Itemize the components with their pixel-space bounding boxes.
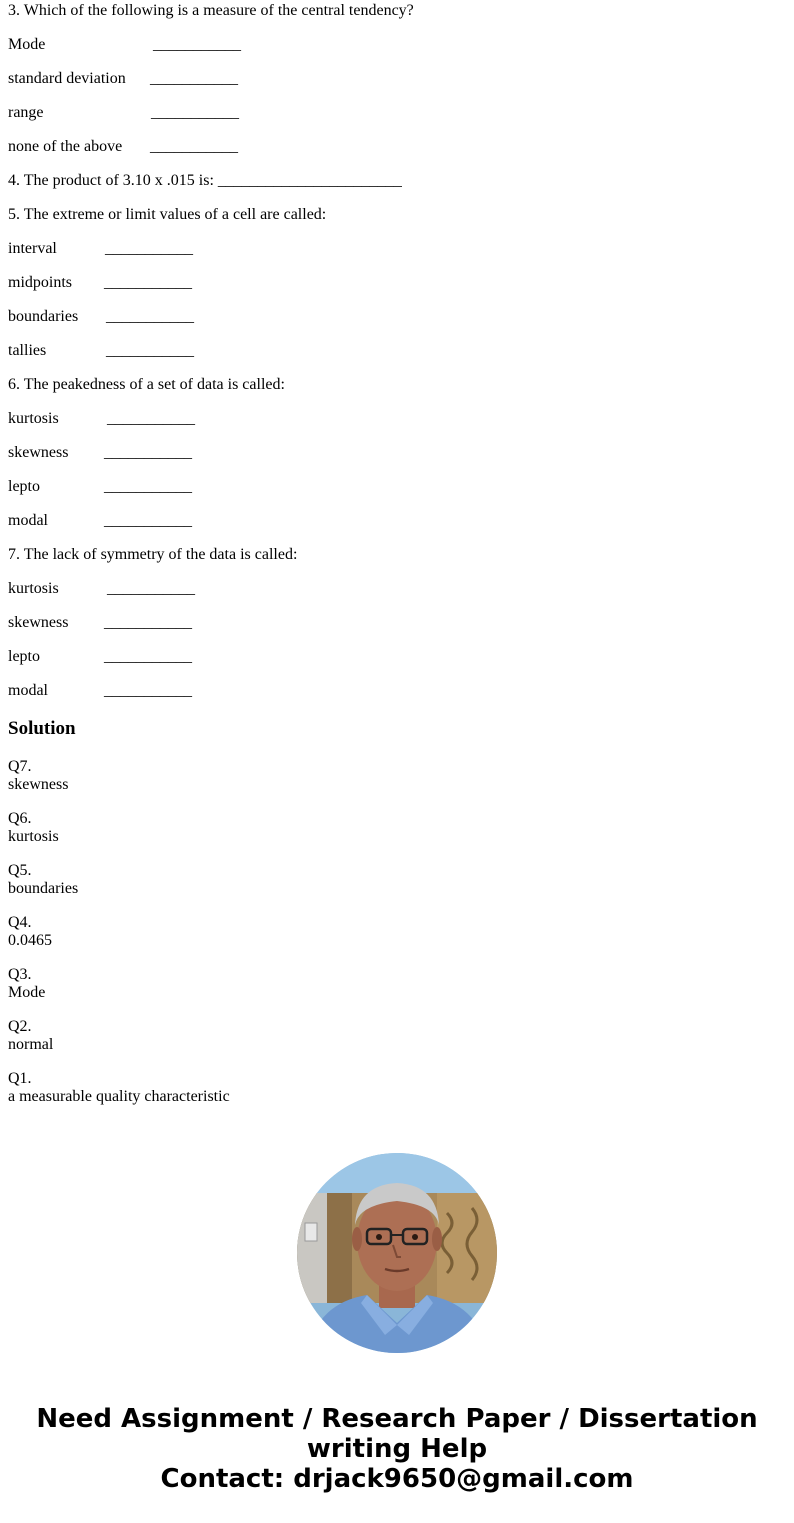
answer-blank: ___________	[106, 342, 194, 359]
answer-item	[8, 914, 788, 950]
option-label: standard deviation	[8, 70, 126, 87]
answer-blank: ___________	[104, 478, 192, 495]
option-row	[8, 476, 788, 510]
answer-blank: ___________	[107, 410, 195, 427]
promo-line: writing Help	[306, 1434, 488, 1464]
answer-question-number: Q4.	[8, 914, 32, 931]
promo-banner	[0, 1404, 794, 1494]
question-text: 4. The product of 3.10 x .015 is: _______________________	[8, 172, 402, 189]
question-5	[8, 204, 788, 238]
answer-text: 0.0465	[8, 932, 52, 949]
option-row	[8, 68, 788, 102]
option-row	[8, 612, 788, 646]
answer-question-number: Q3.	[8, 966, 32, 983]
option-label: interval	[8, 240, 57, 257]
answer-item	[8, 1070, 788, 1106]
solution-heading: Solution	[8, 718, 76, 739]
option-label: none of the above	[8, 138, 123, 155]
option-label: modal	[8, 682, 48, 699]
answer-question-number: Q2.	[8, 1018, 32, 1035]
answer-question-number: Q1.	[8, 1070, 32, 1087]
question-text: 6. The peakedness of a set of data is called:	[8, 376, 285, 393]
option-row	[8, 102, 788, 136]
answer-blank: ___________	[104, 614, 192, 631]
answer-text: a measurable quality characteristic	[8, 1088, 230, 1105]
option-row	[8, 680, 788, 714]
option-row	[8, 442, 788, 476]
question-3	[8, 0, 788, 34]
option-label: kurtosis	[8, 580, 59, 597]
answer-question-number: Q6.	[8, 810, 32, 827]
contact-email: Contact: drjack9650@gmail.com	[160, 1464, 634, 1494]
option-label: skewness	[8, 614, 69, 631]
answer-blank: ___________	[107, 580, 195, 597]
answer-blank: ___________	[104, 682, 192, 699]
answer-item	[8, 862, 788, 898]
option-label: boundaries	[8, 308, 79, 325]
answer-text: skewness	[8, 776, 69, 793]
answer-question-number: Q5.	[8, 862, 32, 879]
answer-text: boundaries	[8, 880, 79, 897]
question-text: 3. Which of the following is a measure of the central tendency?	[8, 2, 414, 19]
answer-blank: ___________	[153, 36, 241, 53]
option-row	[8, 136, 788, 170]
answer-blank: ___________	[104, 512, 192, 529]
answer-text: kurtosis	[8, 828, 59, 845]
question-7	[8, 544, 788, 578]
option-label: midpoints	[8, 274, 73, 291]
option-row	[8, 646, 788, 680]
option-label: lepto	[8, 478, 40, 495]
answer-text: Mode	[8, 984, 46, 1001]
option-row	[8, 238, 788, 272]
question-text: 5. The extreme or limit values of a cell are called:	[8, 206, 327, 223]
answer-blank: ___________	[150, 70, 238, 87]
option-label: tallies	[8, 342, 47, 359]
answer-blank: ___________	[105, 240, 193, 257]
option-row	[8, 306, 788, 340]
option-label: Mode	[8, 36, 46, 53]
option-row	[8, 510, 788, 544]
answer-blank: ___________	[106, 308, 194, 325]
option-row	[8, 340, 788, 374]
promo-line: Need Assignment / Research Paper / Dissertation	[36, 1404, 758, 1434]
answer-blank: ___________	[104, 648, 192, 665]
option-label: kurtosis	[8, 410, 59, 427]
document-body	[8, 0, 788, 1122]
answer-item	[8, 966, 788, 1002]
answer-question-number: Q7.	[8, 758, 32, 775]
option-label: range	[8, 104, 44, 121]
question-4	[8, 170, 788, 204]
answer-blank: ___________	[151, 104, 239, 121]
avatar	[297, 1153, 497, 1353]
answer-item	[8, 1018, 788, 1054]
answer-text: normal	[8, 1036, 54, 1053]
option-label: lepto	[8, 648, 40, 665]
answer-blank: ___________	[150, 138, 238, 155]
answer-blank: ___________	[104, 444, 192, 461]
answer-item	[8, 758, 788, 794]
option-label: modal	[8, 512, 48, 529]
answer-item	[8, 810, 788, 846]
option-row	[8, 34, 788, 68]
question-text: 7. The lack of symmetry of the data is called:	[8, 546, 298, 563]
option-row	[8, 272, 788, 306]
portrait-photo	[297, 1153, 497, 1353]
option-label: skewness	[8, 444, 69, 461]
answer-blank: ___________	[104, 274, 192, 291]
option-row	[8, 408, 788, 442]
question-6	[8, 374, 788, 408]
option-row	[8, 578, 788, 612]
